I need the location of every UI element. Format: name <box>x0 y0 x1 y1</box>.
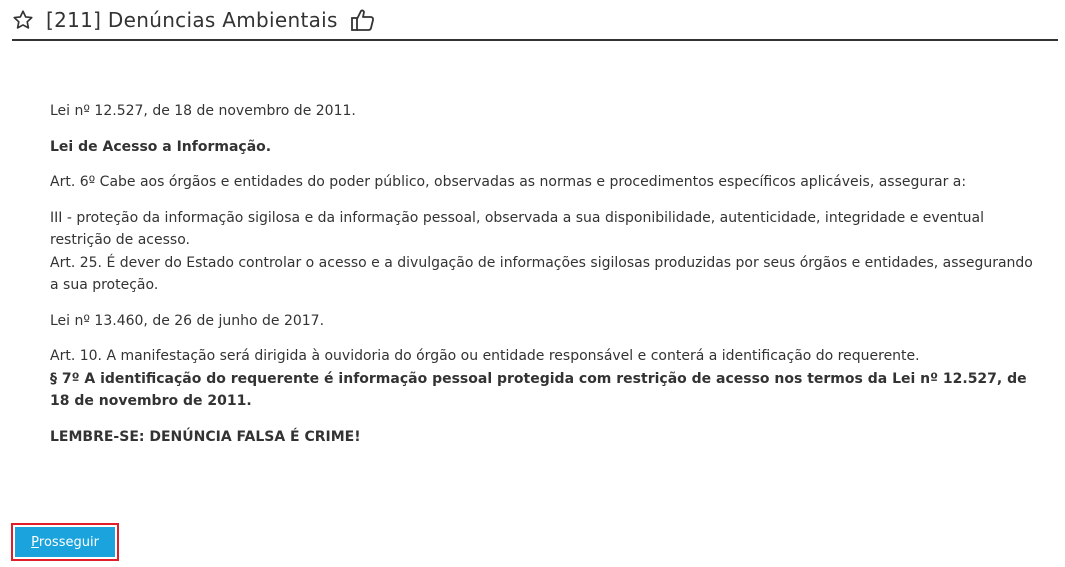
star-outline-icon[interactable] <box>12 9 34 31</box>
false-report-warning: LEMBRE-SE: DENÚNCIA FALSA É CRIME! <box>50 428 361 445</box>
art6-text: Art. 6º Cabe aos órgãos e entidades do poder público, observadas as normas e procedimentos específicos aplicáveis, assegurar a: <box>50 174 967 190</box>
proceed-button-focus-ring <box>11 523 119 561</box>
law2-title: Lei nº 13.460, de 26 de junho de 2017. <box>50 312 325 329</box>
art10-text: Art. 10. A manifestação será dirigida à ouvidoria do órgão ou entidade responsável e conterá a identificação do requerente. <box>50 348 920 364</box>
page-header <box>12 0 1058 41</box>
law1-name: Lei de Acesso a Informação. <box>50 138 272 155</box>
art25-text: Art. 25. É dever do Estado controlar o acesso e a divulgação de informações sigilosas produzidas por seus órgãos e entidades, assegurando a sua proteção. <box>50 254 1033 293</box>
law1-title: Lei nº 12.527, de 18 de novembro de 2011. <box>50 103 356 119</box>
proceed-accesskey: P <box>31 534 39 550</box>
thumbs-up-icon[interactable] <box>350 7 376 33</box>
notice-content <box>50 100 1040 461</box>
proceed-button[interactable] <box>15 527 115 557</box>
art10-and-par7 <box>50 345 1040 413</box>
page-title: [211] Denúncias Ambientais <box>46 7 338 32</box>
proceed-label-rest: rosseguir <box>38 534 99 550</box>
art6-item3-and-art25 <box>50 207 1040 297</box>
art6-item3: III - proteção da informação sigilosa e da informação pessoal, observada a sua disponibilidade, autenticidade, integridade e eventual restrição de acesso. <box>50 209 985 248</box>
par7-text: § 7º A identificação do requerente é informação pessoal protegida com restrição de acesso nos termos da Lei nº 12.527, de 18 de novembro de 2011. <box>50 370 1027 409</box>
